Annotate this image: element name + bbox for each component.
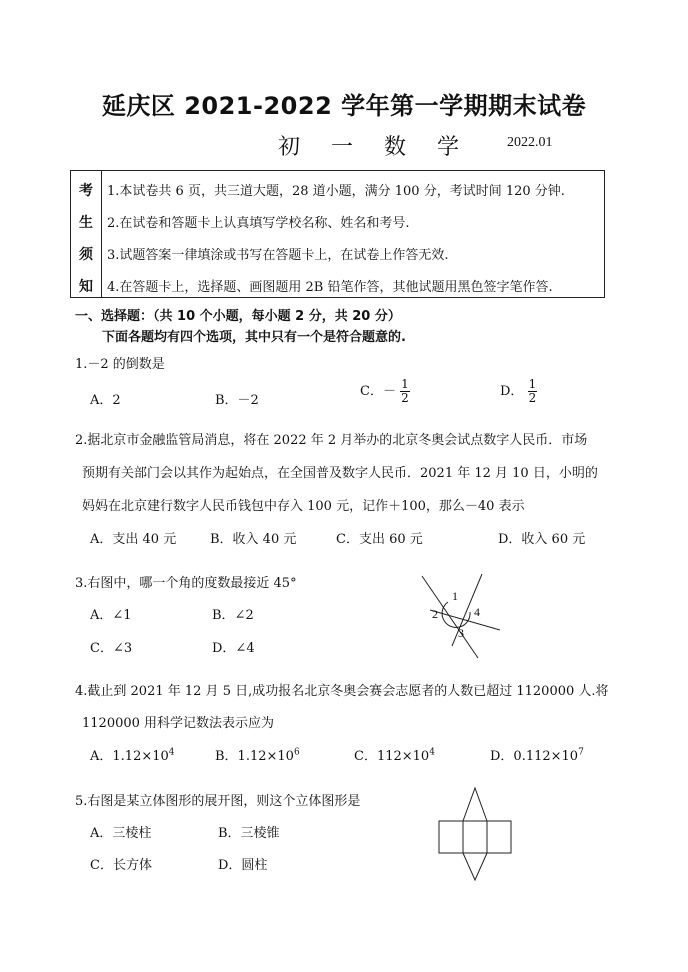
option-base: C．112×10: [354, 749, 430, 764]
fraction-denominator: 2: [401, 391, 409, 405]
exam-subject: 初 一 数 学: [278, 135, 471, 160]
figure-line: [430, 610, 500, 630]
option-base: D．0.112×10: [490, 749, 579, 764]
option-c-prefix: C．－: [360, 384, 396, 399]
option-exponent: 7: [578, 747, 584, 758]
angle-label-1: 1: [452, 589, 458, 603]
question-5-option-b: B．三棱锥: [218, 826, 280, 841]
fraction: [528, 378, 538, 405]
question-1-option-a: A．2: [90, 393, 121, 408]
question-3-option-d: D．∠4: [212, 641, 255, 656]
question-2-line: 2.据北京市金融监管局消息，将在 2022 年 2 月举办的北京冬奥会试点数字人民币．市场: [75, 433, 588, 448]
question-3-stem: 3.右图中，哪一个角的度数最接近 45°: [75, 576, 297, 591]
exam-title: 延庆区 2021-2022 学年第一学期期末试卷: [101, 92, 587, 120]
question-2-option-c: C．支出 60 元: [336, 532, 423, 547]
question-4-option-a: [90, 745, 175, 764]
option-exponent: 4: [168, 747, 175, 758]
option-base: A．1.12×10: [90, 749, 169, 764]
fraction-denominator: 2: [528, 391, 537, 405]
prism-net-figure: [438, 786, 518, 882]
question-3-option-b: B．∠2: [212, 608, 254, 623]
question-4-option-b: [215, 745, 300, 764]
question-4-line: 1120000 用科学记数法表示应为: [82, 716, 275, 731]
question-4-option-c: [354, 745, 435, 764]
notice-label-char: 考: [79, 183, 93, 199]
question-2-option-d: D．收入 60 元: [498, 532, 586, 547]
section-instruction: 下面各题均有四个选项，其中只有一个是符合题意的.: [102, 330, 406, 345]
angle-figure: [410, 570, 510, 660]
angle-label-4: 4: [474, 605, 480, 619]
question-1-option-b: B．－2: [215, 393, 259, 408]
question-2-line: 预期有关部门会以其作为起始点，在全国普及数字人民币．2021 年 12 月 10 日，小明的: [82, 466, 598, 481]
net-triangle-top: [463, 788, 487, 821]
question-5-option-a: A．三棱柱: [90, 826, 152, 841]
notice-line: 4.在答题卡上，选择题、画图题用 2B 铅笔作答，其他试题用黑色签字笔作答.: [107, 280, 553, 295]
question-2-line: 妈妈在北京建行数字人民币钱包中存入 100 元，记作＋100，那么－40 表示: [82, 499, 525, 514]
question-5-option-d: D．圆柱: [218, 858, 268, 873]
option-base: B．1.12×10: [215, 749, 294, 764]
question-5-stem: 5.右图是某立体图形的展开图，则这个立体图形是: [75, 794, 361, 809]
notice-line: 2.在试卷和答题卡上认真填写学校名称、姓名和考号.: [107, 216, 410, 231]
question-3-option-c: C．∠3: [90, 641, 133, 656]
question-1-stem: 1.－2 的倒数是: [75, 357, 165, 372]
question-4-option-d: [490, 745, 584, 764]
exam-date: 2022.01: [507, 135, 553, 150]
notice-line: 1.本试卷共 6 页，共三道大题，28 道小题，满分 100 分，考试时间 120 分钟.: [107, 184, 565, 199]
question-2-option-a: A．支出 40 元: [90, 532, 177, 547]
fraction: [400, 378, 410, 405]
question-3-option-a: A．∠1: [90, 608, 132, 623]
option-d-prefix: D．: [500, 384, 524, 399]
section-heading: 一、选择题：（共 10 个小题，每小题 2 分，共 20 分）: [75, 309, 401, 324]
option-exponent: 4: [429, 747, 435, 758]
question-5-option-c: C．长方体: [90, 858, 152, 873]
fraction-numerator: 1: [401, 377, 409, 391]
candidate-notice-box: [70, 170, 605, 298]
question-1-option-d: [500, 378, 537, 405]
fraction-numerator: 1: [528, 377, 537, 391]
notice-label-char: 须: [79, 247, 93, 263]
angle-label-2: 2: [432, 607, 438, 621]
notice-line: 3.试题答案一律填涂或书写在答题卡上，在试卷上作答无效.: [107, 248, 449, 263]
net-rectangle: [439, 821, 463, 853]
notice-label-char: 生: [79, 215, 93, 231]
angle-label-3: 3: [458, 626, 464, 640]
question-1-option-c: [360, 378, 410, 405]
net-triangle-bottom: [463, 853, 487, 880]
notice-label-column: [71, 171, 102, 297]
question-2-option-b: B．收入 40 元: [210, 532, 297, 547]
notice-label-char: 知: [79, 279, 93, 295]
net-rectangle: [463, 821, 487, 853]
question-4-line: 4.截止到 2021 年 12 月 5 日,成功报名北京冬奥会赛会志愿者的人数已超过 1120000 人.将: [75, 684, 609, 699]
option-exponent: 6: [293, 747, 300, 758]
net-rectangle: [487, 821, 511, 853]
